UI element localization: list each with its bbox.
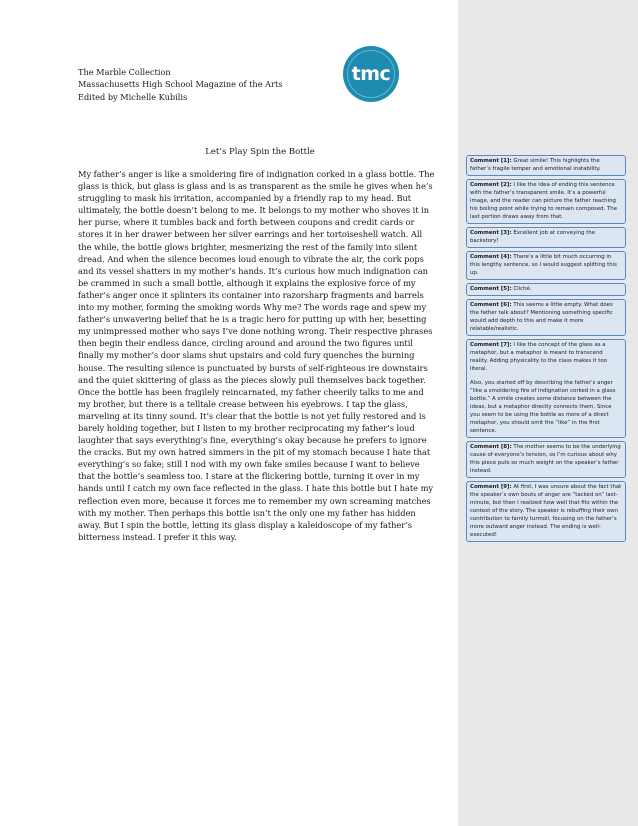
header-line-3: Edited by Michelle Kubilis [78, 91, 188, 102]
comment-label: Comment [2]: [470, 182, 512, 188]
body-line: then begin their endless dance, circling around and around the two figures until [78, 338, 413, 349]
body-line: My father’s anger is like a smoldering fire of indignation corked in a glass bottle. The [78, 169, 435, 179]
body-line: reflection even more, because it forces me to remember my own screaming matches [78, 495, 431, 506]
body-line: glass is thick, but glass is glass and is as transparent as the smile he gives when he’s [78, 181, 433, 192]
comment-label: Comment [6]: [470, 302, 512, 308]
comment-text: There’s a little bit much occurring in this lengthy sentence, so I would suggest splitting this up. [470, 254, 617, 276]
body-line: her purse, where it tumbles back and forth between coupons and credit cards or [78, 217, 415, 228]
comment-balloon[interactable] [466, 441, 626, 478]
body-line: laughter that says everything’s fine, everything’s okay because he prefers to ignore [78, 435, 427, 446]
body-line: father’s unwavering belief that he is a tragic hero for putting up with her, besetting [78, 314, 427, 325]
body-line: stores it in her drawer between her silver earrings and her tortoiseshell watch. All [78, 229, 423, 240]
comments-column [466, 155, 626, 545]
comment-text: At first, I was unsure about the fact that the speaker’s own bouts of anger are “tacked on” last-minute, but then I realized how well that fits within the context of the story. The speaker is rebuffing their own contribution to family turmoil, focusing on the father’s more outward anger instead. The ending is well-executed! [470, 484, 622, 538]
comment-balloon[interactable] [466, 227, 626, 248]
body-line: the while, the bottle glows brighter, mesmerizing the rest of the family into silent [78, 241, 418, 252]
body-line: my unimpressed mother who says I’ve done nothing wrong. Their respective phrases [78, 326, 433, 337]
comment-label: Comment [9]: [470, 484, 512, 490]
tmc-logo: tmc [343, 46, 399, 102]
comment-balloon[interactable] [466, 155, 626, 176]
magazine-header [78, 66, 282, 103]
body-line: away. But I spin the bottle, letting its glass display a kaleidoscope of my father’s [78, 519, 413, 530]
body-line: house. The resulting silence is punctuated by bursts of self-righteous ire downstairs [78, 362, 428, 373]
header-line-1: The Marble Collection [78, 67, 171, 77]
comment-text: Cliché. [511, 286, 532, 292]
comment-text: The mother seems to be the underlying cause of everyone’s tension, so I’m curious about why this piece puts so much weight on the speaker’s father instead. [470, 444, 621, 474]
body-line: bitterness instead. I prefer it this way. [78, 531, 237, 542]
comment-label: Comment [1]: [470, 158, 512, 164]
comment-text: This seems a little empty. What does the father talk about? Mentioning something specific would add depth to this and make it more relatable/realistic. [470, 302, 613, 332]
body-line: with my mother. Then perhaps this bottle isn’t the only one my father has hidden [78, 507, 416, 518]
body-line: struggling to mask his irritation, accompanied by a friendly rap to my head. But [78, 193, 412, 204]
body-line: everything’s so fake; still I nod with my own fake smiles because I want to believe [78, 459, 420, 470]
comment-balloon[interactable] [466, 481, 626, 542]
body-line: be crammed in such a small bottle, although it explains the explosive force of my [78, 277, 416, 288]
body-line: into my mother, forming the smoking words Why me? The words rage and spew my [78, 302, 427, 313]
comment-balloon[interactable] [466, 179, 626, 224]
comment-balloon[interactable] [466, 251, 626, 280]
comment-balloon[interactable] [466, 283, 626, 296]
header-line-2: Massachusetts High School Magazine of the Arts [78, 79, 283, 90]
comment-label: Comment [7]: [470, 342, 512, 348]
comment-text: I like the concept of the glass as a metaphor, but a metaphor is meant to transcend reality. Adding physicality to the class makes it too literal. [470, 342, 607, 372]
body-line: ultimately, the bottle doesn’t belong to me. It belongs to my mother who shoves it in [78, 205, 429, 216]
body-line: Once the bottle has been fragilely reincarnated, my father cheerily talks to me and [78, 386, 424, 397]
body-line: my brother, but there is a telltale crease between his eyebrows. I tap the glass, [78, 398, 408, 409]
story-body [78, 168, 442, 543]
body-line: and its vessel shatters in my mother’s hands. It’s curious how much indignation can [78, 265, 428, 276]
comment-label: Comment [8]: [470, 444, 512, 450]
comment-text: I like the idea of ending this sentence with the father’s transparent smile. It’s a powerful image, and the reader can picture the father reaching his boiling point while trying to remain composed. The last portion draws away from that. [470, 182, 618, 220]
story-title: Let’s Play Spin the Bottle [205, 147, 315, 157]
body-line: hands until I catch my own face reflected in the glass. I hate this bottle but I hate my [78, 483, 434, 494]
body-line: the cracks. But my own hatred simmers in the pit of my stomach because I hate that [78, 447, 431, 458]
body-line: and the quiet skittering of glass as the pieces slowly pull themselves back together. [78, 374, 426, 385]
body-line: barely holding together, but I listen to my brother reciprocating my father’s loud [78, 422, 415, 433]
comment-text: Great simile! This highlights the father’s fragile temper and emotional instability. [470, 158, 601, 172]
body-line: marveling at its tinny sound. It’s clear that the bottle is not yet fully restored and is [78, 410, 426, 421]
body-line: that the bottle’s seamless too. I stare at the flickering bottle, turning it over in my [78, 471, 420, 482]
body-line: father’s anger once it splinters its container into razorsharp fragments and barrels [78, 289, 424, 300]
body-line: finally my mother’s door slams shut upstairs and cold fury quenches the burning [78, 350, 415, 361]
comment-balloon[interactable] [466, 299, 626, 336]
comment-label: Comment [3]: [470, 230, 512, 236]
body-line: dread. And when the silence becomes loud enough to vibrate the air, the cork pops [78, 253, 424, 264]
comment-balloon[interactable] [466, 339, 626, 438]
comment-label: Comment [5]: [470, 286, 512, 292]
comment-text-continued: Also, you started off by describing the father’s anger “like a smoldering fire of indignation corked in a glass bottle.” A simile creates some distance between the ideas, but a metaphor directly connects them. Since you seem to be using the bottle as more of a direct metaphor, you should omit the “like” in the first sentence. [470, 380, 616, 434]
comment-label: Comment [4]: [470, 254, 512, 260]
comment-text: Excellent job at conveying the backstory! [470, 230, 596, 244]
